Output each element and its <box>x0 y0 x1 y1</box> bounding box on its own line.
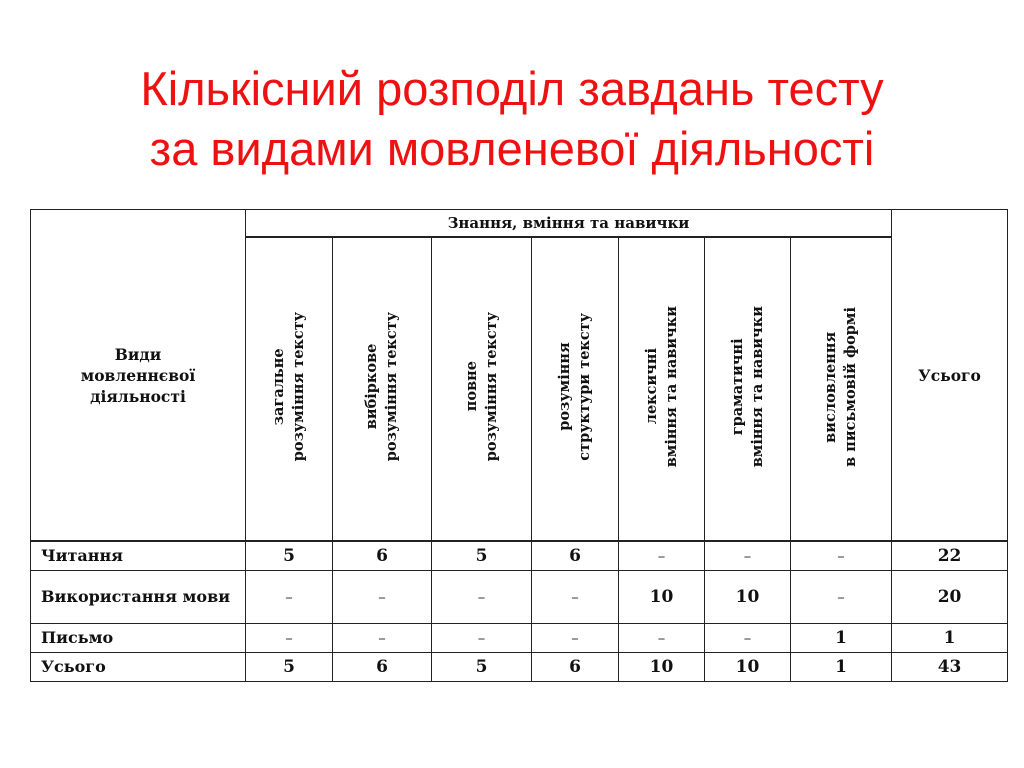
row-label-reading: Читання <box>31 541 246 571</box>
table-cell: 10 <box>619 653 705 682</box>
table-row-language-use <box>31 571 1008 624</box>
slide-title <box>0 59 1024 179</box>
table-cell: 10 <box>705 653 791 682</box>
table-cell: 10 <box>705 571 791 624</box>
table-cell: 6 <box>532 541 619 571</box>
table-cell: 5 <box>246 541 333 571</box>
grand-total-cell: 43 <box>892 653 1008 682</box>
table-cell: 5 <box>246 653 333 682</box>
table-cell: – <box>432 624 532 653</box>
table-cell: – <box>791 541 892 571</box>
header-skills-group: Знання, вміння та навички <box>246 210 892 238</box>
table-cell: 1 <box>791 624 892 653</box>
table-cell: – <box>532 624 619 653</box>
column-header-selective-understanding: вибіркове розуміння тексту <box>333 237 432 541</box>
header-speech-activity-types <box>31 210 246 542</box>
table-cell: – <box>333 624 432 653</box>
test-distribution-table <box>30 209 1008 682</box>
table-row-writing <box>31 624 1008 653</box>
row-total-cell: 1 <box>892 624 1008 653</box>
table-cell: – <box>791 571 892 624</box>
table-cell: – <box>532 571 619 624</box>
table-cell: – <box>246 571 333 624</box>
table-cell: 5 <box>432 653 532 682</box>
column-header-lexical-skills: лексичні вміння та навички <box>619 237 705 541</box>
column-header-general-understanding: загальне розуміння тексту <box>246 237 333 541</box>
header-kinds-line-2: мовленнєвої <box>80 365 196 385</box>
table-cell: – <box>619 541 705 571</box>
column-header-text-structure: розуміння структури тексту <box>532 237 619 541</box>
header-total: Усього <box>892 210 1008 542</box>
table-row-total <box>31 653 1008 682</box>
header-kinds-line-3: діяльності <box>90 386 186 406</box>
row-label-writing: Письмо <box>31 624 246 653</box>
table-cell: 10 <box>619 571 705 624</box>
table-cell: – <box>619 624 705 653</box>
slide-title-line-2: за видами мовленевої діяльності <box>149 122 875 176</box>
column-header-full-understanding: повне розуміння тексту <box>432 237 532 541</box>
column-header-written-expression: висловлення в письмовій формі <box>791 237 892 541</box>
table-cell: – <box>333 571 432 624</box>
table-cell: – <box>705 541 791 571</box>
header-kinds-line-1: Види <box>114 344 162 364</box>
table-cell: 1 <box>791 653 892 682</box>
row-label-language-use: Використання мови <box>31 571 246 624</box>
table-row-reading <box>31 541 1008 571</box>
row-total-cell: 22 <box>892 541 1008 571</box>
table-cell: – <box>246 624 333 653</box>
table-cell: – <box>705 624 791 653</box>
table-cell: 6 <box>532 653 619 682</box>
table-cell: – <box>432 571 532 624</box>
row-label-total: Усього <box>31 653 246 682</box>
table-cell: 5 <box>432 541 532 571</box>
table-cell: 6 <box>333 653 432 682</box>
table-cell: 6 <box>333 541 432 571</box>
slide-title-line-1: Кількісний розподіл завдань тесту <box>140 62 884 116</box>
column-header-grammar-skills: граматичні вміння та навички <box>705 237 791 541</box>
row-total-cell: 20 <box>892 571 1008 624</box>
